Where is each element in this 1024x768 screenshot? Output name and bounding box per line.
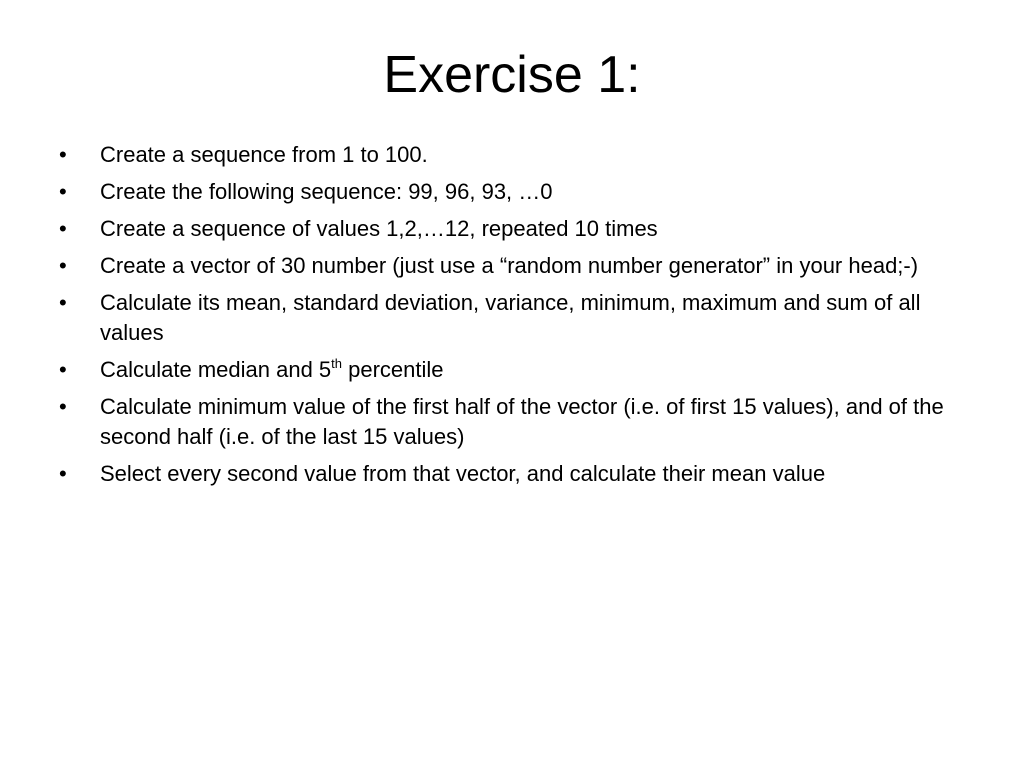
list-item: [0, 459, 1024, 489]
bullet-icon: •: [59, 253, 67, 278]
list-item: [0, 140, 1024, 170]
bullet-icon: •: [59, 357, 67, 382]
bullet-text: Create the following sequence: 99, 96, 93, …0: [100, 179, 553, 204]
list-item: [0, 177, 1024, 207]
bullet-text: Calculate minimum value of the first half of the vector (i.e. of first 15 values), and of the second half (i.e. of the last 15 values): [100, 394, 944, 449]
bullet-icon: •: [59, 216, 67, 241]
bullet-text: Select every second value from that vector, and calculate their mean value: [100, 461, 826, 486]
superscript: th: [331, 355, 342, 371]
list-item: [0, 288, 1024, 348]
bullet-text-after: percentile: [342, 357, 444, 382]
slide-title: Exercise 1:: [383, 46, 641, 104]
bullet-text-before: Calculate median and 5: [100, 357, 332, 382]
bullet-icon: •: [59, 461, 67, 486]
bullet-text: Create a sequence of values 1,2,…12, repeated 10 times: [100, 216, 658, 241]
bullet-icon: •: [59, 290, 67, 315]
bullet-icon: •: [59, 394, 67, 419]
bullet-text: Create a vector of 30 number (just use a “random number generator” in your head;-): [100, 253, 919, 278]
bullet-text: Calculate its mean, standard deviation, variance, minimum, maximum and sum of all values: [100, 290, 921, 345]
bullet-text: Create a sequence from 1 to 100.: [100, 142, 428, 167]
list-item: [0, 355, 1024, 385]
list-item: [0, 392, 1024, 452]
list-item: [0, 214, 1024, 244]
bullet-list: [0, 140, 1024, 496]
list-item: [0, 251, 1024, 281]
bullet-icon: •: [59, 142, 67, 167]
bullet-icon: •: [59, 179, 67, 204]
